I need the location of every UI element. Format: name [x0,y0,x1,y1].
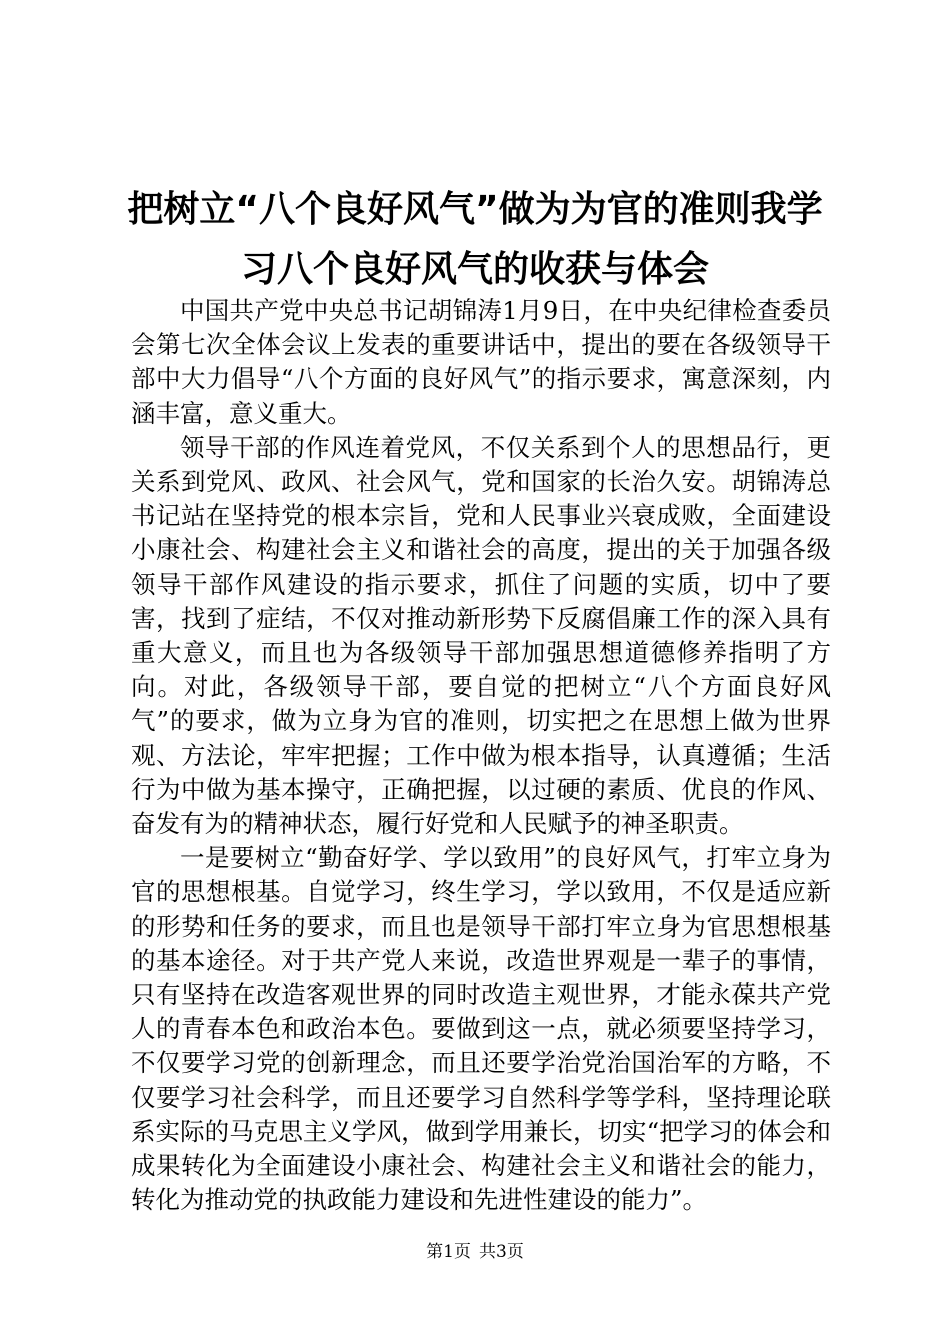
page-number: 第1页 [426,1242,471,1262]
paragraph-1: 中国共产党中央总书记胡锦涛1月9日，在中央纪律检查委员会第七次全体会议上发表的重要讲话中，提出的要在各级领导干部中大力倡导“八个方面的良好风气”的指示要求，寓意深刻，内涵丰富，意义重大。 [131,296,831,428]
page-footer [0,1240,950,1264]
document-title-line-2: 习八个良好风气的收获与体会 [240,249,709,290]
document-title-line-1: 把树立“八个良好风气”做为为官的准则我学 [127,189,823,230]
paragraph-2: 领导干部的作风连着党风，不仅关系到个人的思想品行，更关系到党风、政风、社会风气，党和国家的长治久安。胡锦涛总书记站在坚持党的根本宗旨，党和人民事业兴衰成败，全面建设小康社会、构建社会主义和谐社会的高度，提出的关于加强各级领导干部作风建设的指示要求，抓住了问题的实质，切中了要害，找到了症结，不仅对推动新形势下反腐倡廉工作的深入具有重大意义，而且也为各级领导干部加强思想道德修养指明了方向。对此，各级领导干部，要自觉的把树立“八个方面良好风气”的要求，做为立身为官的准则，切实把之在思想上做为世界观、方法论，牢牢把握；工作中做为根本指导，认真遵循；生活行为中做为基本操守，正确把握，以过硬的素质、优良的作风、奋发有为的精神状态，履行好党和人民赋予的神圣职责。 [131,432,831,839]
paragraph-3: 一是要树立“勤奋好学、学以致用”的良好风气，打牢立身为官的思想根基。自觉学习，终生学习，学以致用，不仅是适应新的形势和任务的要求，而且也是领导干部打牢立身为官思想根基的基本途径。对于共产党人来说，改造世界观是一辈子的事情，只有坚持在改造客观世界的同时改造主观世界，才能永葆共产党人的青春本色和政治本色。要做到这一点，就必须要坚持学习，不仅要学习党的创新理念，而且还要学治党治国治军的方略，不仅要学习社会科学，而且还要学习自然科学等学科，坚持理论联系实际的马克思主义学风，做到学用兼长，切实“把学习的体会和成果转化为全面建设小康社会、构建社会主义和谐社会的能力，转化为推动党的执政能力建设和先进性建设的能力”。 [131,843,831,1215]
document-body [131,294,831,1217]
page-total: 共3页 [479,1242,524,1262]
